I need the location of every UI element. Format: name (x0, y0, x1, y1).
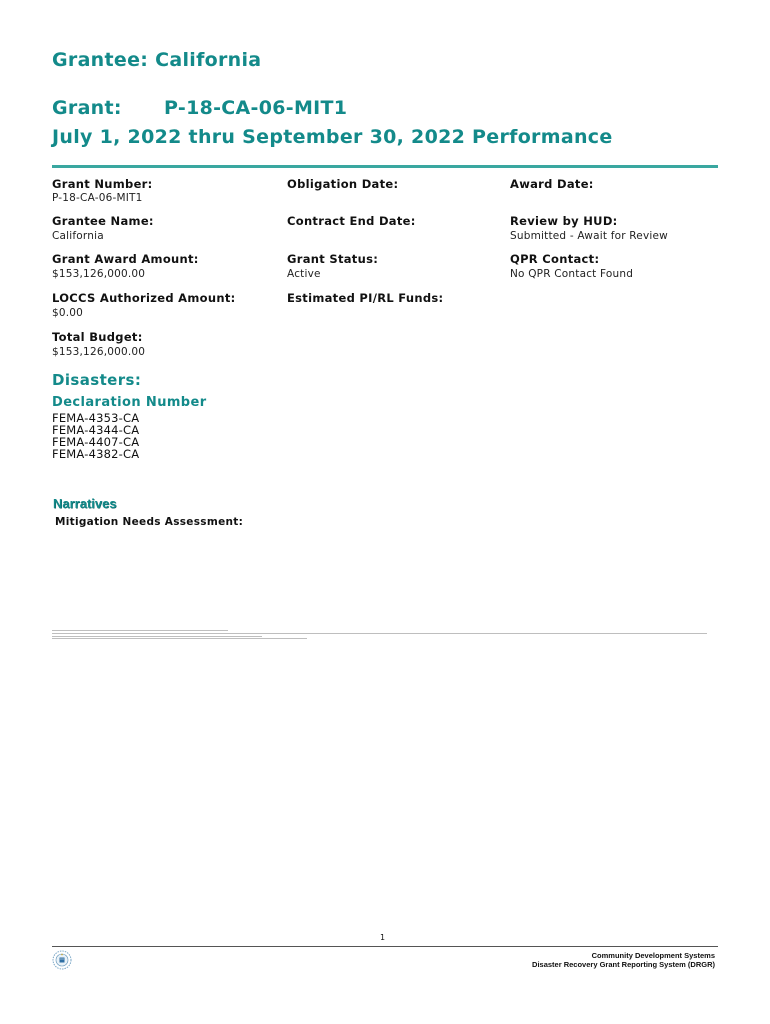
award-date-label: Award Date: (510, 177, 594, 191)
review-by-hud-label: Review by HUD: (510, 214, 618, 228)
grant-number-label: Grant Number: (52, 177, 153, 191)
obligation-date-label: Obligation Date: (287, 177, 399, 191)
footer-line-1: Community Development Systems (591, 951, 715, 960)
declaration-list (52, 412, 139, 460)
footer-line-2: Disaster Recovery Grant Reporting System (DRGR) (532, 960, 715, 969)
declaration-item: FEMA-4353-CA (52, 411, 140, 425)
qpr-contact-value: No QPR Contact Found (510, 268, 634, 280)
estimated-pirl-funds-label: Estimated PI/RL Funds: (287, 291, 444, 305)
qpr-contact-label: QPR Contact: (510, 252, 600, 266)
disasters-heading: Disasters: (52, 371, 142, 389)
grant-award-amount-value: $153,126,000.00 (52, 268, 146, 280)
grant-status-label: Grant Status: (287, 252, 379, 266)
contract-end-date-label: Contract End Date: (287, 214, 416, 228)
grant-label: Grant: (52, 97, 122, 119)
loccs-authorized-amount-value: $0.00 (52, 307, 84, 319)
loccs-authorized-amount-label: LOCCS Authorized Amount: (52, 291, 236, 305)
grant-number-heading: P-18-CA-06-MIT1 (164, 97, 348, 119)
performance-period: July 1, 2022 thru September 30, 2022 Performance (52, 126, 613, 148)
declaration-item: FEMA-4344-CA (52, 423, 140, 437)
grantee-name-label: Grantee Name: (52, 214, 154, 228)
footer-rule (52, 946, 718, 947)
declaration-number-heading: Declaration Number (52, 395, 207, 410)
grantee-name-value: California (52, 230, 104, 242)
narrative-microtext (52, 630, 712, 642)
grant-status-value: Active (287, 268, 321, 280)
grantee-title: Grantee: California (52, 49, 262, 71)
header-rule (52, 165, 718, 168)
review-by-hud-value: Submitted - Await for Review (510, 230, 668, 242)
grant-award-amount-label: Grant Award Amount: (52, 252, 199, 266)
declaration-item: FEMA-4382-CA (52, 447, 140, 461)
mitigation-needs-assessment-label: Mitigation Needs Assessment: (55, 516, 244, 528)
hud-seal-logo (52, 950, 72, 970)
narratives-heading: Narratives (53, 496, 117, 511)
total-budget-label: Total Budget: (52, 330, 143, 344)
total-budget-value: $153,126,000.00 (52, 346, 146, 358)
page-number: 1 (380, 933, 386, 942)
grant-number-value: P-18-CA-06-MIT1 (52, 192, 143, 204)
declaration-item: FEMA-4407-CA (52, 435, 140, 449)
